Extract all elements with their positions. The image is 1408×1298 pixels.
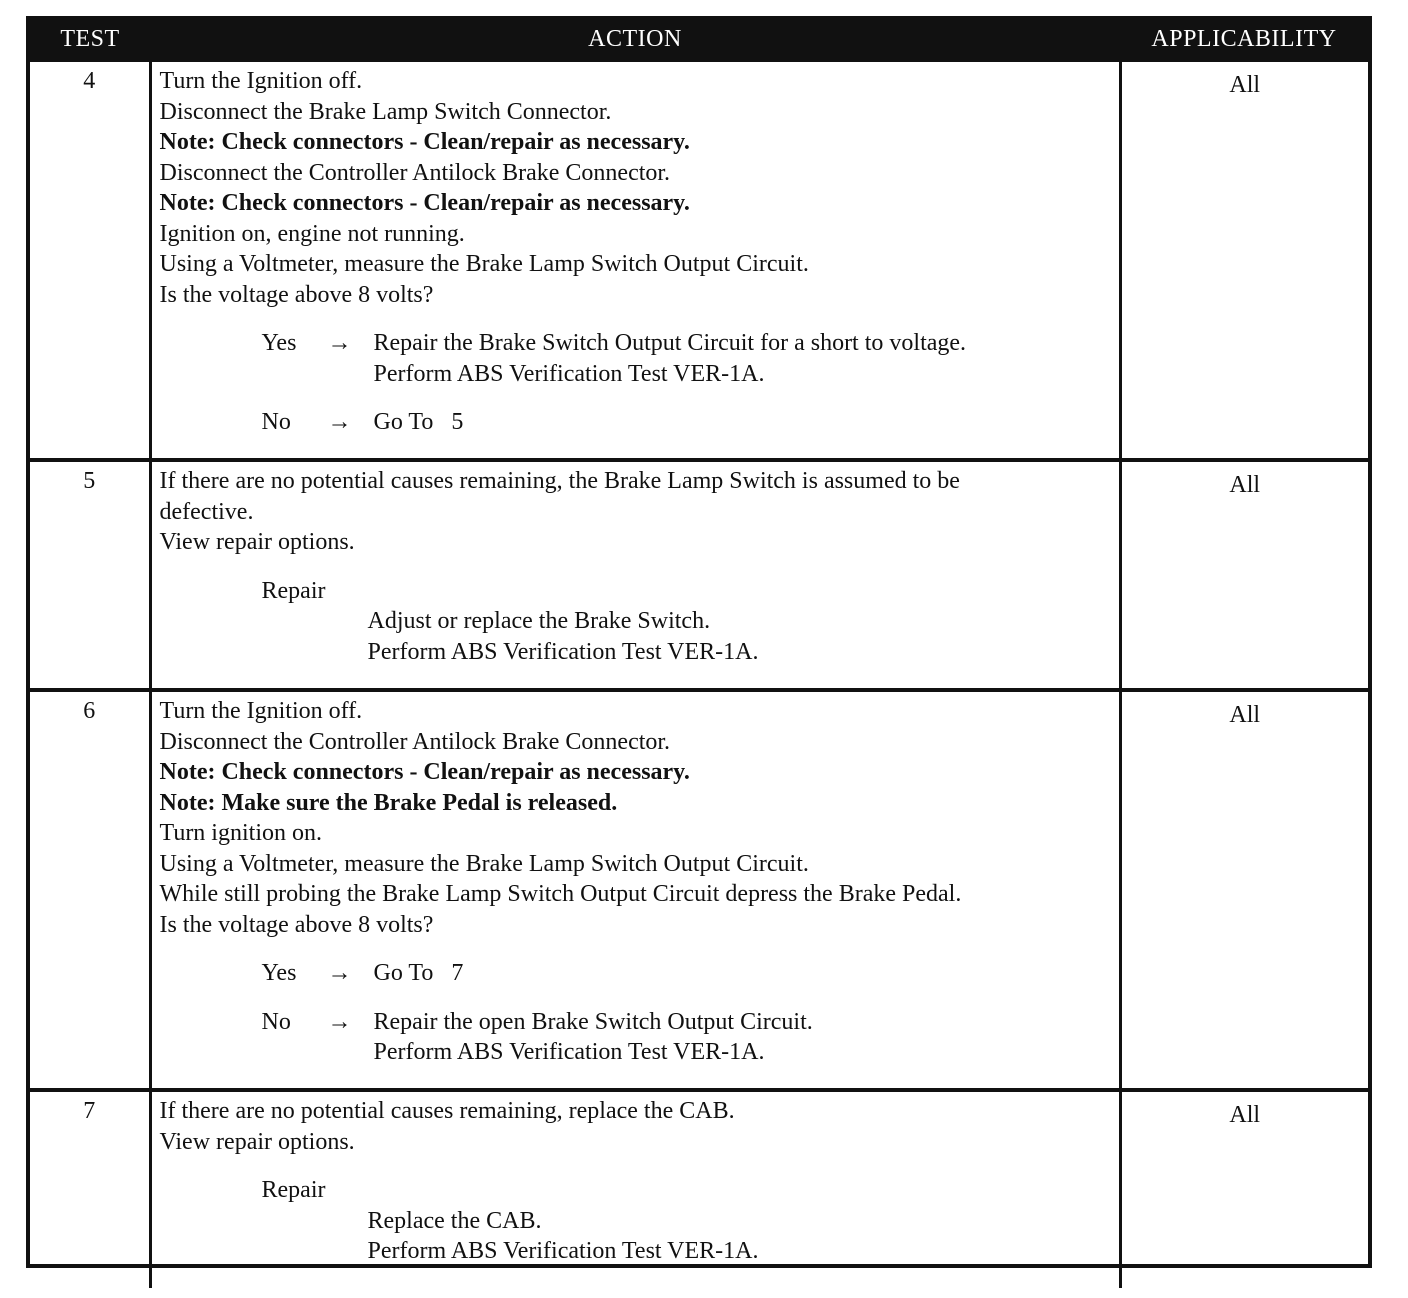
action-line: Using a Voltmeter, measure the Brake Lamp Switch Output Circuit. — [159, 251, 809, 277]
action-cell — [150, 1090, 1120, 1288]
yes-branch — [262, 958, 1111, 989]
action-line: Disconnect the Controller Antilock Brake Connector. — [159, 728, 671, 755]
header-row — [30, 20, 1368, 60]
action-line: Is the voltage above 8 volts? — [159, 281, 434, 308]
no-branch — [262, 407, 1111, 438]
test-number: 5 — [30, 460, 150, 690]
diagnostic-test-table — [26, 16, 1372, 1268]
test-row-4 — [30, 60, 1368, 460]
test-number: 4 — [30, 60, 150, 460]
action-line: View repair options. — [159, 529, 355, 555]
repair-line: Perform ABS Verification Test VER-1A. — [367, 638, 759, 665]
repair-label: Repair — [261, 1177, 326, 1203]
repair-label: Repair — [261, 577, 326, 604]
header-applicability: APPLICABILITY — [1120, 20, 1368, 60]
test-row-7 — [30, 1090, 1368, 1288]
yes-result-line: Repair the Brake Switch Output Circuit for a short to voltage. — [373, 330, 967, 356]
test-number: 7 — [30, 1090, 150, 1288]
test-row-5 — [30, 460, 1368, 690]
arrow-right-icon: → — [327, 409, 352, 435]
note-line: Note: Check connectors - Clean/repair as necessary. — [159, 129, 690, 155]
action-line: Disconnect the Controller Antilock Brake Connector. — [159, 159, 671, 186]
repair-line: Adjust or replace the Brake Switch. — [367, 608, 711, 634]
test-number: 6 — [30, 690, 150, 1090]
no-result-line: Go To 5 — [373, 409, 464, 435]
action-line: Ignition on, engine not running. — [159, 220, 465, 247]
yes-branch — [262, 328, 1111, 389]
no-result-line: Repair the open Brake Switch Output Circuit. — [373, 1008, 813, 1035]
test-row-6 — [30, 690, 1368, 1090]
action-line: Turn the Ignition off. — [159, 698, 363, 724]
no-label: No — [261, 409, 291, 435]
repair-line: Replace the CAB. — [367, 1207, 542, 1234]
action-line: View repair options. — [159, 1128, 355, 1155]
yes-label: Yes — [261, 960, 297, 986]
yes-label: Yes — [261, 330, 297, 356]
repair-options — [368, 606, 1111, 667]
applicability-value: All — [1120, 460, 1368, 690]
repair-options — [368, 1206, 1111, 1267]
action-line: If there are no potential causes remaining, replace the CAB. — [159, 1098, 735, 1124]
no-result-line: Perform ABS Verification Test VER-1A. — [373, 1039, 765, 1065]
note-line: Note: Check connectors - Clean/repair as necessary. — [159, 759, 690, 785]
action-line: If there are no potential causes remaining, the Brake Lamp Switch is assumed to be — [159, 468, 960, 494]
action-line: Is the voltage above 8 volts? — [159, 911, 434, 938]
action-line: defective. — [159, 498, 254, 525]
action-cell — [150, 60, 1120, 460]
yes-result-line: Go To 7 — [373, 960, 464, 986]
action-line: Turn ignition on. — [159, 820, 322, 846]
action-cell — [150, 690, 1120, 1090]
action-cell — [150, 460, 1120, 690]
arrow-right-icon: → — [327, 960, 352, 986]
arrow-right-icon: → — [327, 330, 352, 356]
header-test: TEST — [30, 20, 150, 60]
applicability-value: All — [1120, 60, 1368, 460]
note-line: Note: Make sure the Brake Pedal is released. — [159, 789, 618, 816]
applicability-value: All — [1120, 1090, 1368, 1288]
yes-result-line: Perform ABS Verification Test VER-1A. — [373, 360, 765, 387]
applicability-value: All — [1120, 690, 1368, 1090]
no-branch — [262, 1007, 1111, 1068]
action-line: Disconnect the Brake Lamp Switch Connector. — [159, 98, 612, 125]
no-label: No — [261, 1008, 291, 1035]
arrow-right-icon: → — [327, 1008, 352, 1035]
action-line: Turn the Ignition off. — [159, 68, 363, 94]
repair-line: Perform ABS Verification Test VER-1A. — [367, 1238, 759, 1264]
header-action: ACTION — [150, 20, 1120, 60]
action-line: Using a Voltmeter, measure the Brake Lamp Switch Output Circuit. — [159, 850, 809, 877]
action-line: While still probing the Brake Lamp Switch Output Circuit depress the Brake Pedal. — [159, 881, 962, 907]
note-line: Note: Check connectors - Clean/repair as necessary. — [159, 190, 690, 216]
